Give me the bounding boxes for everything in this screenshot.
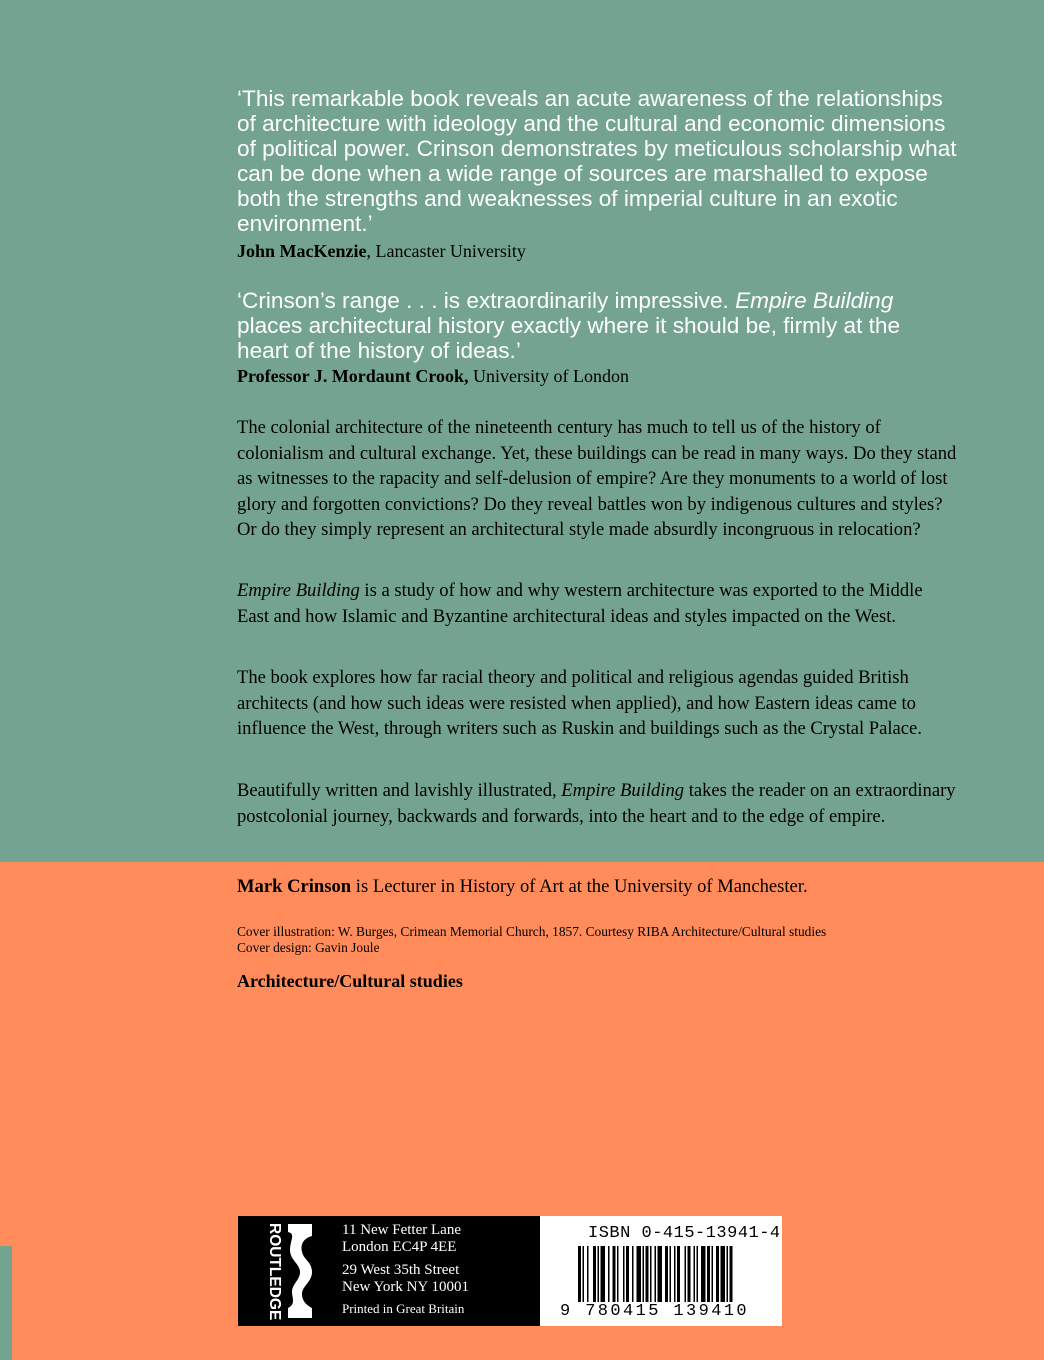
blurb-paragraph-4-pre: Beautifully written and lavishly illustrated, [237,780,562,801]
review-author-1: John MacKenzie [237,241,367,261]
barcode-digits: 9 780415 139410 [560,1302,750,1321]
review-author-2: Professor J. Mordaunt Crook, [237,366,469,386]
review-quote-2-part1: ‘Crinson’s range . . . is extraordinarily impressive. [237,288,736,313]
address-line: London EC4P 4EE [342,1239,457,1255]
publisher-address [342,1222,469,1317]
blurb-paragraph-2-text: is a study of how and why western architecture was exported to the Middle East and how Islamic and Byzantine architectural ideas and styles impacted on the West. [237,580,923,627]
address-line: New York NY 10001 [342,1279,469,1295]
cover-illustration-credit: Cover illustration: W. Burges, Crimean Memorial Church, 1857. Courtesy RIBA Architecture/Cultural studies [237,924,827,939]
review-attribution-2 [237,366,629,387]
author-name: Mark Crinson [237,876,352,897]
barcode-icon [578,1246,774,1302]
routledge-logo-icon [282,1222,318,1320]
address-line: 29 West 35th Street [342,1262,460,1278]
svg-text:ROUTLEDGE: ROUTLEDGE [266,1223,283,1321]
blurb-paragraph-4-post: takes the reader on an extraordinary postcolonial journey, backwards and forwards, into the heart and to the edge of empire. [237,780,956,827]
blurb-book-title: Empire Building [237,580,360,601]
review-quote-2-part2: places architectural history exactly where it should be, firmly at the heart of the history of ideas.’ [237,313,901,363]
isbn-label: ISBN 0-415-13941-4 [588,1224,781,1243]
publisher-wordmark [257,1221,283,1321]
review-affiliation-1: , Lancaster University [366,241,526,261]
blurb-paragraph-3: The book explores how far racial theory and political and religious agendas guided British architects (and how such ideas were resisted when applied), and how Eastern ideas came to influence the West, through writers such as Ruskin and buildings such as the Crystal Palace. [237,667,922,739]
left-color-strip [0,1246,12,1360]
review-quote-2 [237,288,957,363]
blurb-paragraph-4-title: Empire Building [561,780,685,801]
author-bio [237,876,808,898]
cover-design-credit: Cover design: Gavin Joule [237,940,380,955]
author-bio-text: is Lecturer in History of Art at the University of Manchester. [351,876,808,897]
subject-category: Architecture/Cultural studies [237,971,463,991]
review-attribution-1 [237,241,526,262]
address-line: 11 New Fetter Lane [342,1222,461,1238]
blurb-paragraph-2 [237,578,957,629]
review-quote-2-book-title: Empire Building [735,288,894,313]
review-quote-1: ‘This remarkable book reveals an acute awareness of the relationships of architecture with ideology and the cultural and economic dimensions of political power. Crinson demonstrates by meticulous scholarship what can be done when a wide range of sources are marshalled to expose both the strengths and weaknesses of imperial culture in an exotic environment.’ [237,86,957,236]
printed-in: Printed in Great Britain [342,1301,465,1316]
blurb-paragraph-1: The colonial architecture of the nineteenth century has much to tell us of the history of colonialism and cultural exchange. Yet, these buildings can be read in many ways. Do they stand as witnesses to the rapacity and self-delusion of empire? Are they monuments to a world of lost glory and forgotten convictions? Do they reveal battles won by indigenous cultures and styles? Or do they simply represent an architectural style made absurdly incongruous in relocation? [237,417,957,540]
review-affiliation-2: University of London [468,366,629,386]
blurb-paragraph-4 [237,778,957,829]
